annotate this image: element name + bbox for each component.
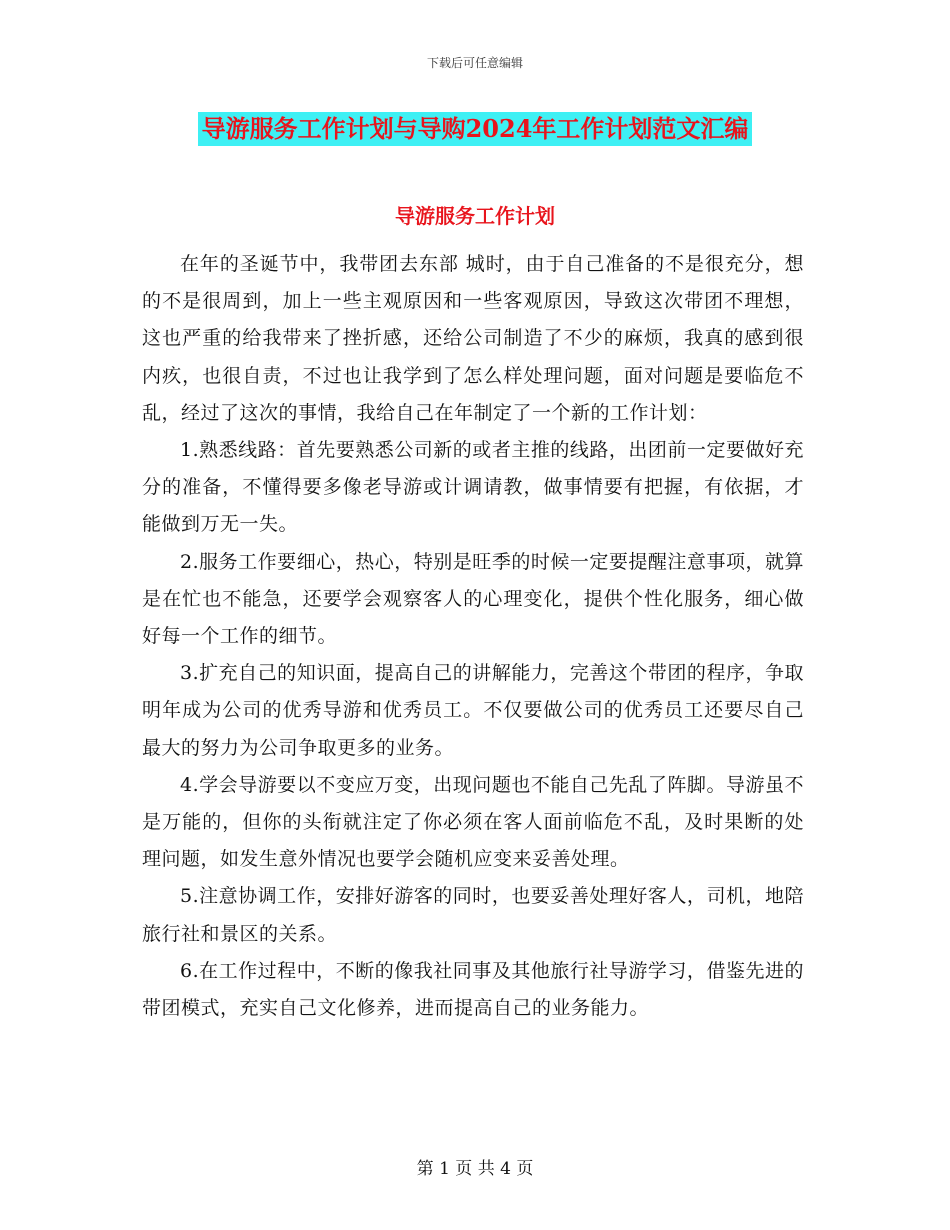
paragraph-item-1: 1.熟悉线路：首先要熟悉公司新的或者主推的线路，出团前一定要做好充分的准备，不懂得要多像老导游或计调请教，做事情要有把握，有依据，才能做到万无一失。	[142, 439, 804, 536]
main-title-container	[0, 112, 950, 146]
paragraph-intro: 在年的圣诞节中，我带团去东部 城时，由于自己准备的不是很充分，想的不是很周到，加上一些主观原因和一些客观原因，导致这次带团不理想，这也严重的给我带来了挫折感，还给公司制造了不少的麻烦，我真的感到很内疚，也很自责，不过也让我学到了怎么样处理问题，面对问题是要临危不乱，经过了这次的事情，我给自己在年制定了一个新的工作计划：	[142, 253, 804, 424]
paragraph-item-6: 6.在工作过程中，不断的像我社同事及其他旅行社导游学习，借鉴先进的带团模式，充实自己文化修养，进而提高自己的业务能力。	[142, 959, 804, 1020]
paragraph-item-4: 4.学会导游要以不变应万变，出现问题也不能自己先乱了阵脚。导游虽不是万能的，但你的头衔就注定了你必须在客人面前临危不乱，及时果断的处理问题，如发生意外情况也要学会随机应变来妥善处理。	[142, 773, 804, 871]
paragraph-item-3: 3.扩充自己的知识面，提高自己的讲解能力，完善这个带团的程序，争取明年成为公司的优秀导游和优秀员工。不仅要做公司的优秀员工还要尽自己最大的努力为公司争取更多的业务。	[142, 662, 804, 759]
document-main-title: 导游服务工作计划与导购2024年工作计划范文汇编	[198, 112, 753, 146]
document-body	[142, 246, 804, 1027]
section-title: 导游服务工作计划	[395, 204, 555, 228]
page-header-note: 下载后可任意编辑	[426, 56, 523, 70]
paragraph-item-5: 5.注意协调工作，安排好游客的同时，也要妥善处理好客人，司机，地陪旅行社和景区的关系。	[142, 885, 804, 945]
page-footer: 第 1 页 共 4 页	[416, 1159, 534, 1179]
paragraph-item-2: 2.服务工作要细心，热心，特别是旺季的时候一定要提醒注意事项，就算是在忙也不能急，还要学会观察客人的心理变化，提供个性化服务，细心做好每一个工作的细节。	[142, 550, 804, 648]
